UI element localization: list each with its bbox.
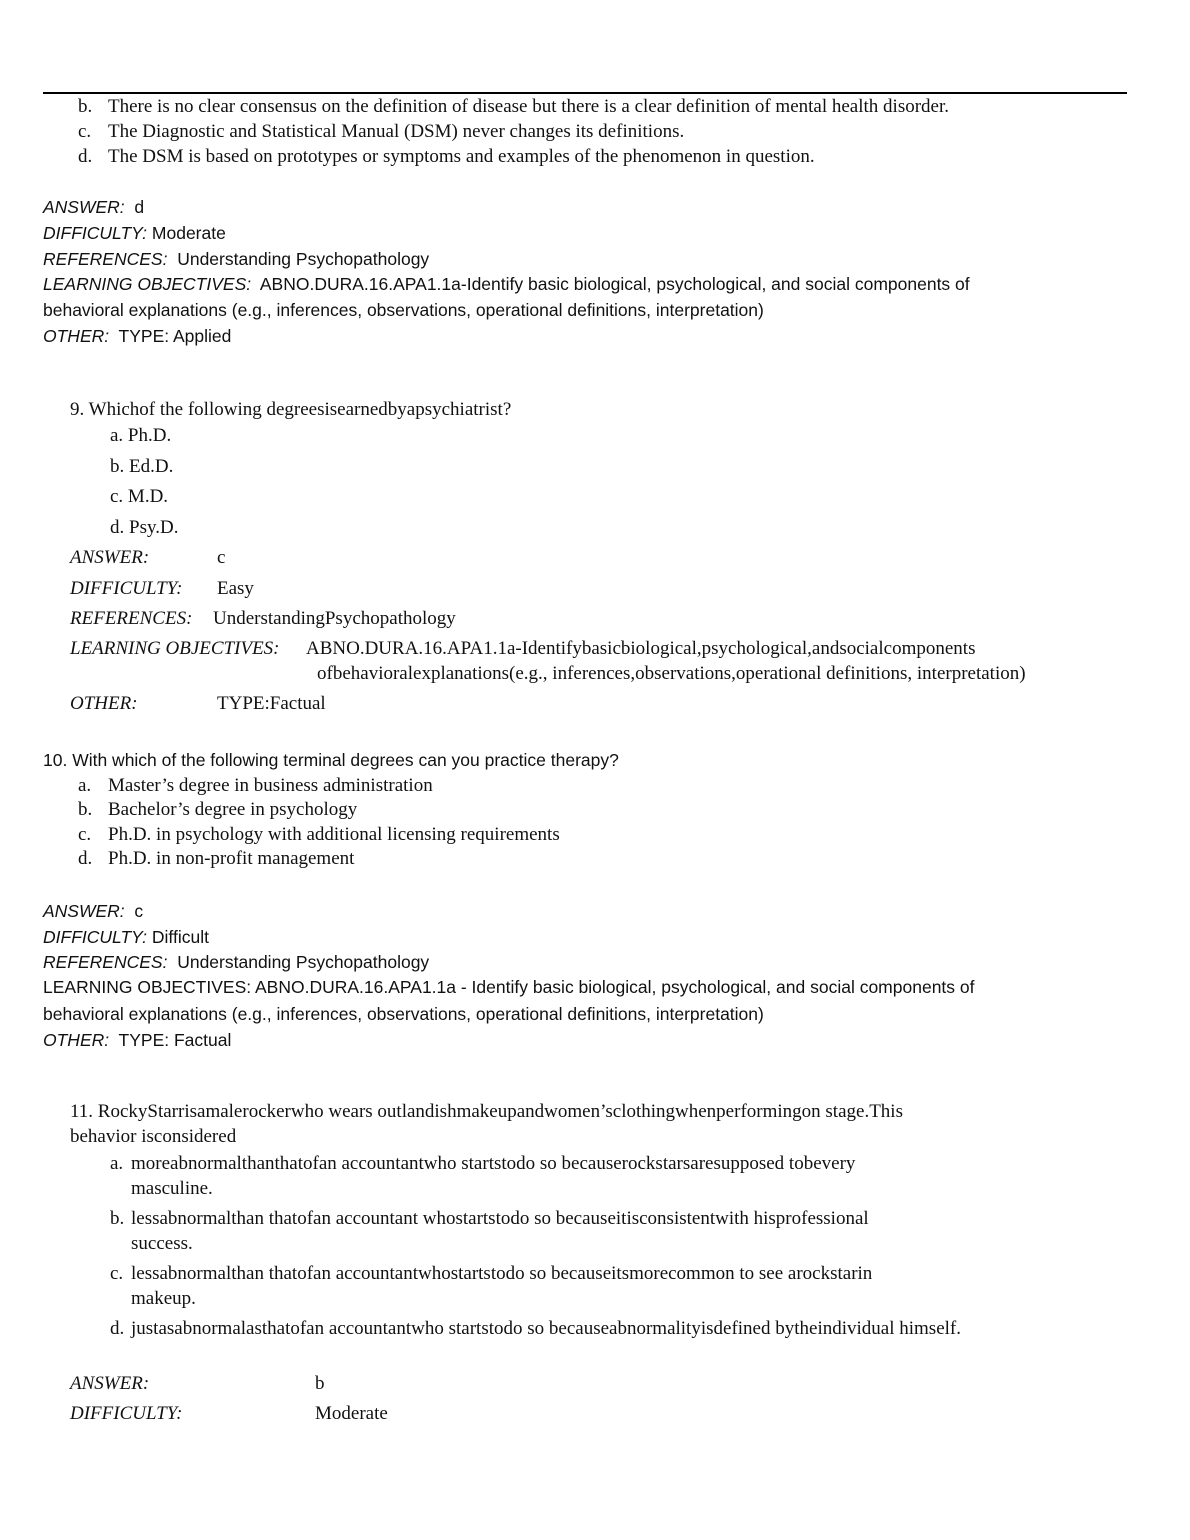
q11-option-a-line1: moreabnormalthanthatofan accountantwho startstodo so becauserockstarsaresupposed tobevery	[131, 1153, 856, 1174]
q9-answer: c	[217, 547, 226, 568]
q8-option-c: c. The Diagnostic and Statistical Manual (DSM) never changes its definitions.	[78, 121, 685, 142]
q9-references-label: REFERENCES:	[70, 608, 193, 629]
q11-option-a-line2: masculine.	[131, 1178, 213, 1199]
q11-option-c-line2: makeup.	[131, 1288, 196, 1309]
q10-objectives-line1: LEARNING OBJECTIVES: ABNO.DURA.16.APA1.1a - Identify basic biological, psychological, and social components of	[43, 977, 975, 997]
q9-option-a: a. Ph.D.	[110, 425, 172, 446]
q8-answer: ANSWER: d	[43, 197, 145, 217]
q9-objectives-line2: ofbehavioralexplanations(e.g., inferences,observations,operational definitions, interpretation)	[317, 663, 1026, 684]
q11-stem-line1: 11. RockyStarrisamalerockerwho wears outlandishmakeupandwomen’sclothingwhenperformingon stage.This	[70, 1101, 903, 1122]
q11-stem-line2: behavior isconsidered	[70, 1126, 237, 1147]
q9-option-b: b. Ed.D.	[110, 456, 174, 477]
q8-references: REFERENCES: Understanding Psychopathology	[43, 249, 430, 269]
q9-difficulty: Easy	[217, 578, 254, 599]
q8-other: OTHER: TYPE: Applied	[43, 326, 232, 346]
q11-answer-label: ANSWER:	[70, 1373, 150, 1394]
top-divider	[43, 92, 1127, 94]
q11-difficulty: Moderate	[315, 1403, 388, 1424]
q10-option-c: c. Ph.D. in psychology with additional licensing requirements	[78, 824, 560, 845]
q11-option-d-letter: d.	[110, 1318, 125, 1339]
q9-stem: 9. Whichof the following degreesisearnedbyapsychiatrist?	[70, 399, 512, 420]
q11-option-b-line1: lessabnormalthan thatofan accountant whostartstodo so becauseitisconsistentwith hisprofessional	[131, 1208, 869, 1229]
q10-option-d: d. Ph.D. in non-profit management	[78, 848, 355, 869]
q10-stem: 10. With which of the following terminal degrees can you practice therapy?	[43, 750, 619, 770]
q11-option-b-line2: success.	[131, 1233, 193, 1254]
q9-references: UnderstandingPsychopathology	[213, 608, 456, 629]
q9-option-c: c. M.D.	[110, 486, 169, 507]
q9-answer-label: ANSWER:	[70, 547, 150, 568]
q8-option-b: b. There is no clear consensus on the definition of disease but there is a clear definition of mental health disorder.	[78, 96, 950, 117]
q10-difficulty: DIFFICULTY: Difficult	[43, 927, 209, 947]
q10-other: OTHER: TYPE: Factual	[43, 1030, 232, 1050]
q10-answer: ANSWER: c	[43, 901, 144, 921]
q11-answer: b	[315, 1373, 325, 1394]
q8-difficulty: DIFFICULTY: Moderate	[43, 223, 226, 243]
q9-difficulty-label: DIFFICULTY:	[70, 578, 183, 599]
q11-option-d-line1: justasabnormalasthatofan accountantwho startstodo so becauseabnormalityisdefined bytheindividual himself.	[131, 1318, 961, 1339]
q9-option-d: d. Psy.D.	[110, 517, 179, 538]
q10-objectives-line2: behavioral explanations (e.g., inferences, observations, operational definitions, interpretation)	[43, 1004, 764, 1024]
q11-option-c-letter: c.	[110, 1263, 124, 1284]
q9-other: TYPE:Factual	[217, 693, 326, 714]
q9-objectives-line1: ABNO.DURA.16.APA1.1a-Identifybasicbiological,psychological,andsocialcomponents	[306, 638, 976, 659]
q10-option-b: b. Bachelor’s degree in psychology	[78, 799, 358, 820]
q9-objectives-label: LEARNING OBJECTIVES:	[70, 638, 280, 659]
q11-option-c-line1: lessabnormalthan thatofan accountantwhostartstodo so becauseitsmorecommon to see arockstarin	[131, 1263, 873, 1284]
q11-difficulty-label: DIFFICULTY:	[70, 1403, 183, 1424]
q11-option-b-letter: b.	[110, 1208, 125, 1229]
q10-references: REFERENCES: Understanding Psychopathology	[43, 952, 430, 972]
q10-option-a: a. Master’s degree in business administration	[78, 775, 433, 796]
q8-objectives-line1: LEARNING OBJECTIVES: ABNO.DURA.16.APA1.1a-Identify basic biological, psychological, and social components of	[43, 274, 970, 294]
q8-option-d: d. The DSM is based on prototypes or symptoms and examples of the phenomenon in question.	[78, 146, 815, 167]
q11-option-a-letter: a.	[110, 1153, 124, 1174]
q8-objectives-line2: behavioral explanations (e.g., inferences, observations, operational definitions, interpretation)	[43, 300, 764, 320]
q9-other-label: OTHER:	[70, 693, 138, 714]
